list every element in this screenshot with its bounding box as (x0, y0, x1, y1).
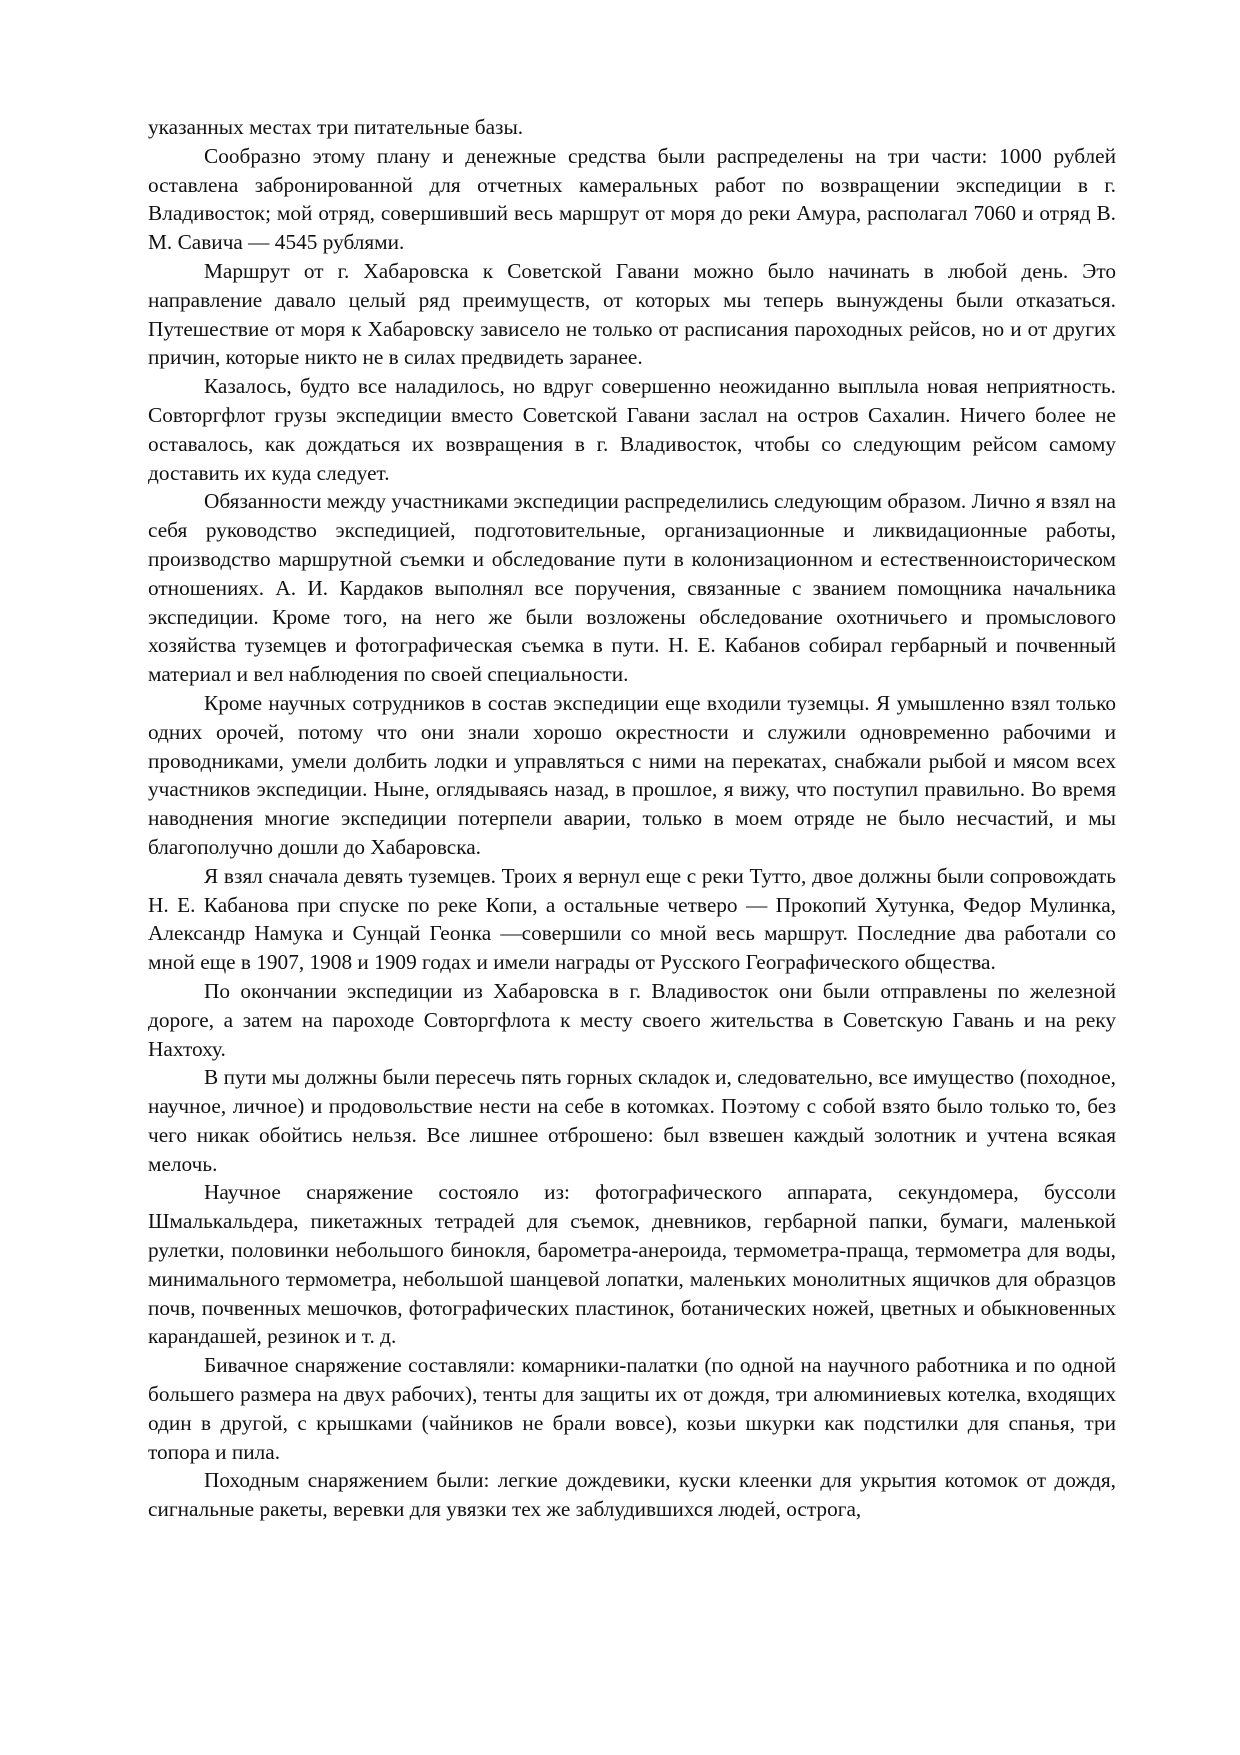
paragraph-8: По окончании экспедиции из Хабаровска в г. Владивосток они были отправлены по железной дороге, а затем на пароходе Совторгфлота к месту своего жительства в Советскую Гавань и на реку Нахтоху. (148, 978, 1116, 1061)
paragraph-11: Бивачное снаряжение составляли: комарники-палатки (по одной на научного работника и по одной большего размера на двух рабочих), тенты для защиты их от дождя, три алюминиевых котелка, входящих один в другой, с крышками (чайников не брали вовсе), козьи шкурки как подстилки для спанья, три топора и пила. (148, 1353, 1116, 1464)
paragraph-6: Кроме научных сотрудников в состав экспедиции еще входили туземцы. Я умышленно взял только одних орочей, потому что они знали хорошо окрестности и служили одновременно рабочими и проводниками, умели долбить лодки и управляться с ними на перекатах, снабжали рыбой и мясом всех участников экспедиции. Ныне, оглядываясь назад, в прошлое, я вижу, что поступил правильно. Во время наводнения многие экспедиции потерпели аварии, только в моем отряде не было несчастий, и мы благополучно дошли до Хабаровска. (148, 690, 1116, 859)
paragraph-1: указанных местах три питательные базы. (148, 115, 524, 139)
paragraph-9: В пути мы должны были пересечь пять горных складок и, следовательно, все имущество (походное, научное, личное) и продовольствие нести на себе в котомках. Поэтому с собой взято было только то, без чего никак обойтись нельзя. Все лишнее отброшено: был взвешен каждый золотник и учтена всякая мелочь. (148, 1065, 1116, 1176)
paragraph-5: Обязанности между участниками экспедиции распределились следующим образом. Лично я взял на себя руководство экспедицией, подготовительные, организационные и ликвидационные работы, производство маршрутной съемки и обследование пути в колонизационном и естественноисторическом отношениях. А. И. Кардаков выполнял все поручения, связанные с званием помощника начальника экспедиции. Кроме того, на него же были возложены обследование охотничьего и промыслового хозяйства туземцев и фотографическая съемка в пути. Н. Е. Кабанов собирал гербарный и почвенный материал и вел наблюдения по своей специальности. (148, 489, 1116, 687)
paragraph-12: Походным снаряжением были: легкие дождевики, куски клеенки для укрытия котомок от дождя, сигнальные ракеты, веревки для увязки тех же заблудившихся людей, острога, (148, 1468, 1116, 1522)
paragraph-4: Казалось, будто все наладилось, но вдруг совершенно неожиданно выплыла новая неприятность. Совторгфлот грузы экспедиции вместо Советской Гавани заслал на остров Сахалин. Ничего более не оставалось, как дождаться их возвращения в г. Владивосток, чтобы со следующим рейсом самому доставить их куда следует. (148, 374, 1116, 485)
paragraph-2: Сообразно этому плану и денежные средства были распределены на три части: 1000 рублей оставлена забронированной для отчетных камеральных работ по возвращении экспедиции в г. Владивосток; мой отряд, совершивший весь маршрут от моря до реки Амура, располагал 7060 и отряд В. М. Савича — 4545 рублями. (148, 143, 1116, 255)
paragraph-10: Научное снаряжение состояло из: фотографического аппарата, секундомера, буссоли Шмалькальдера, пикетажных тетрадей для съемок, дневников, гербарной папки, бумаги, маленькой рулетки, половинки небольшого бинокля, барометра-анероида, термометра-праща, термометра для воды, минимального термометра, небольшой шанцевой лопатки, маленьких монолитных ящичков для образцов почв, почвенных мешочков, фотографических пластинок, ботанических ножей, цветных и обыкновенных карандашей, резинок и т. д. (148, 1180, 1116, 1349)
paragraph-7: Я взял сначала девять туземцев. Троих я вернул еще с реки Тутто, двое должны были сопровождать Н. Е. Кабанова при спуске по реке Копи, а остальные четверо — Прокопий Хутунка, Федор Мулинка, Александр Намука и Сунцай Геонка —совершили со мной весь маршрут. Последние два работали со мной еще в 1907, 1908 и 1909 годах и имели награды от Русского Географического общества. (148, 863, 1116, 975)
document-page (148, 113, 1116, 1524)
paragraph-3: Маршрут от г. Хабаровска к Советской Гавани можно было начинать в любой день. Это направление давало целый ряд преимуществ, от которых мы теперь вынуждены были отказаться. Путешествие от моря к Хабаровску зависело не только от расписания пароходных рейсов, но и от других причин, которые никто не в силах предвидеть заранее. (148, 258, 1116, 370)
